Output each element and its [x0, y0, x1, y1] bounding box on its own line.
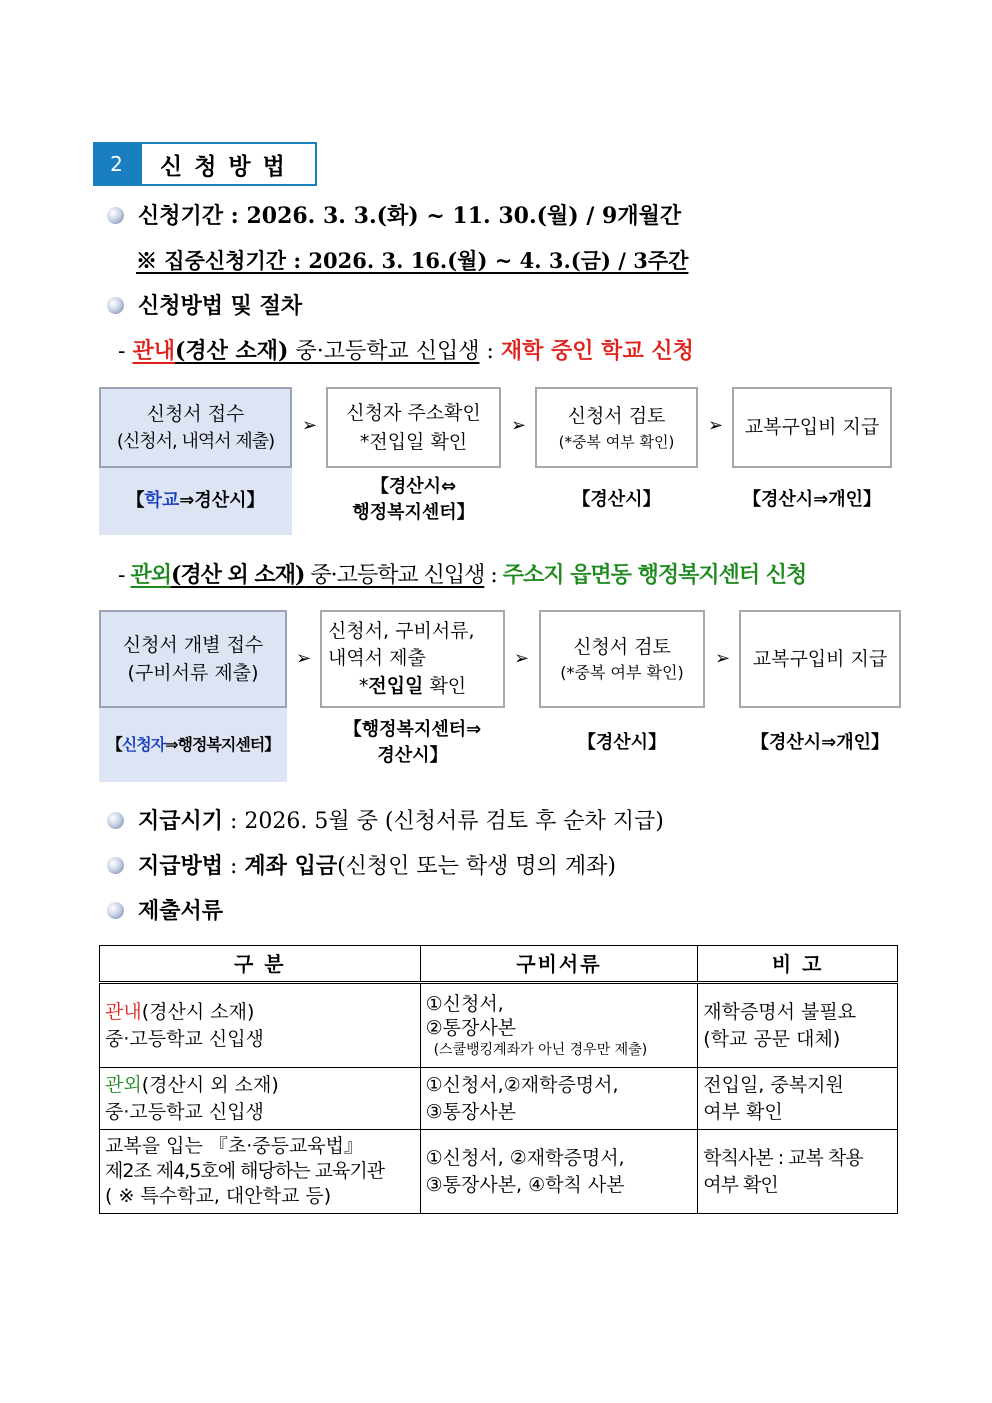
bullet-icon	[107, 857, 124, 874]
colon: :	[223, 854, 245, 879]
cell-text: ①신청서,②재학증명서,	[425, 1073, 619, 1096]
inside-label-2	[326, 470, 501, 530]
label-text: 【경산시⇔	[370, 475, 457, 497]
cell-text: 전입일, 중복지원	[703, 1073, 844, 1096]
cell-text: 제2조 제4,5호에 해당하는 교육기관	[105, 1160, 385, 1183]
cell-text: ②통장사본	[425, 1017, 517, 1040]
outside-label: 관외	[130, 562, 171, 588]
inside-label-4: 【경산시⇒개인】	[742, 488, 882, 510]
step-text: 신청자 주소확인	[346, 402, 481, 424]
payment-time-line	[138, 804, 664, 835]
step-text: 교복구입비 지급	[744, 416, 880, 439]
cell-text: 여부 확인	[703, 1100, 783, 1123]
cell-text: ( ※ 특수학교, 대안학교 등)	[105, 1184, 332, 1207]
label-text: ⇒행정복지센터】	[165, 735, 280, 755]
outside-label-3: 【경산시】	[577, 731, 667, 753]
outside-label-4: 【경산시⇒개인】	[750, 731, 890, 753]
step-text: (구비서류 제출)	[127, 662, 259, 684]
label-text: 경산시】	[377, 745, 448, 766]
inside-label-1	[99, 468, 292, 535]
table-cell	[420, 1068, 698, 1130]
label-text: 【행정복지센터⇒	[343, 718, 482, 740]
cell-text: 관외	[105, 1073, 142, 1096]
payment-time-label: 지급시기	[138, 808, 224, 834]
cell-text: ③통장사본, ④학칙 사본	[425, 1173, 625, 1196]
table-cell	[420, 1130, 698, 1214]
table-header-row	[100, 946, 898, 983]
step-text: (*중복 여부 확인)	[558, 432, 675, 451]
bullet-icon	[107, 207, 124, 224]
table-row	[100, 983, 898, 1068]
period-value: : 2026. 3. 3.(화) ~ 11. 30.(월) / 9개월간	[223, 203, 682, 229]
payment-method-rest: (신청인 또는 학생 명의 계좌)	[337, 854, 617, 879]
cell-text: 학칙사본 : 교복 착용	[703, 1146, 863, 1169]
step-text: 신청서 검토	[567, 405, 666, 427]
cell-text: 재학증명서 불필요	[703, 1000, 857, 1023]
step-text: 내역서 제출	[328, 647, 426, 670]
inside-label: 관내	[132, 338, 175, 364]
step-text: 교복구입비 지급	[752, 647, 888, 670]
table-cell	[698, 1130, 898, 1214]
payment-method-line	[138, 849, 616, 880]
table-cell	[698, 1068, 898, 1130]
outside-line	[118, 558, 806, 589]
label-text: 【	[126, 490, 145, 512]
label-text: 행정복지센터】	[352, 502, 475, 523]
inside-step-4	[732, 387, 892, 468]
inside-students: 중·고등학교 신입생	[288, 339, 480, 364]
cell-text: ①신청서, ②재학증명서,	[425, 1146, 625, 1169]
table-header: 구 분	[100, 946, 421, 983]
table-cell	[100, 1130, 421, 1214]
payment-method-label: 지급방법	[138, 853, 224, 879]
outside-label-2	[320, 712, 505, 774]
table-cell	[698, 983, 898, 1068]
documents-table	[99, 945, 898, 1214]
cell-text: 중·고등학교 신입생	[105, 1027, 264, 1050]
cell-text: ①신청서,	[425, 992, 504, 1015]
colon: :	[479, 339, 501, 364]
table-row	[100, 1068, 898, 1130]
table-header: 구비서류	[420, 946, 698, 983]
outside-step-1	[99, 610, 287, 708]
arrow-icon: ➢	[708, 415, 724, 436]
step-text: (*중복 여부 확인)	[560, 663, 684, 683]
inside-step-2	[326, 387, 501, 468]
table-row	[100, 1130, 898, 1214]
bullet-icon	[107, 812, 124, 829]
table-cell	[100, 983, 421, 1068]
period-label: 신청기간	[138, 203, 224, 229]
outside-step-2	[320, 610, 505, 708]
outside-action: 주소지 읍면동 행정복지센터 신청	[502, 562, 807, 588]
cell-text: 교복을 입는 『초·중등교육법』	[105, 1135, 364, 1158]
step-text: 신청서 검토	[573, 635, 671, 658]
bullet-icon	[107, 297, 124, 314]
payment-method-bold: 계좌 입금	[244, 853, 338, 879]
inside-step-1	[99, 387, 292, 468]
step-text: *	[358, 674, 369, 697]
cell-text: (스쿨뱅킹계좌가 아닌 경우만 제출)	[433, 1042, 648, 1059]
outside-label-1	[99, 708, 287, 782]
step-text: *전입일 확인	[359, 430, 468, 453]
outside-step-3	[539, 610, 705, 708]
cell-text: 중·고등학교 신입생	[105, 1100, 264, 1123]
step-text: 신청서 접수	[146, 402, 245, 425]
payment-time-value: : 2026. 5월 중 (신청서류 검토 후 순차 지급)	[223, 809, 664, 834]
arrow-icon: ➢	[715, 648, 731, 669]
step-text: 신청서, 구비서류,	[328, 619, 475, 642]
step-text: (신청서, 내역서 제출)	[116, 431, 275, 453]
inside-step-3	[535, 387, 698, 468]
outside-students: 중·고등학교 신입생	[304, 563, 485, 588]
section-number: 2	[93, 142, 140, 186]
label-text: 【	[106, 735, 122, 755]
arrow-icon: ➢	[296, 648, 312, 669]
cell-text: (경산시 소재)	[141, 1000, 255, 1023]
step-text	[359, 673, 466, 701]
documents-label: 제출서류	[138, 898, 224, 924]
section-title: 신청방법	[140, 142, 317, 186]
table-header: 비 고	[698, 946, 898, 983]
procedure-label: 신청방법 및 절차	[138, 293, 303, 319]
dash: -	[118, 339, 133, 364]
colon: :	[484, 563, 503, 588]
step-text: 확인	[423, 674, 467, 697]
step-text: 신청서 개별 접수	[122, 633, 264, 656]
outside-label-rest: (경산 외 소재)	[170, 562, 305, 588]
bullet-icon	[107, 902, 124, 919]
inside-action: 재학 중인 학교 신청	[500, 338, 694, 364]
inside-label-3: 【경산시】	[572, 488, 661, 510]
label-text: ⇒경산시】	[179, 490, 265, 512]
period-note: ※ 집중신청기간 : 2026. 3. 16.(월) ~ 4. 3.(금) / 3주간	[136, 248, 689, 273]
cell-text: (학교 공문 대체)	[703, 1027, 841, 1050]
dash: -	[118, 563, 131, 588]
outside-step-4	[739, 610, 901, 708]
cell-text: (경산시 외 소재)	[141, 1073, 279, 1096]
arrow-icon: ➢	[514, 648, 530, 669]
period-line	[138, 199, 681, 230]
step-text: 전입일	[368, 674, 424, 697]
cell-text: ③통장사본	[425, 1100, 517, 1123]
cell-text: 관내	[105, 1000, 142, 1023]
table-cell	[100, 1068, 421, 1130]
cell-text: 여부 확인	[703, 1173, 778, 1196]
arrow-icon: ➢	[302, 415, 318, 436]
table-cell	[420, 983, 698, 1068]
arrow-icon: ➢	[511, 415, 527, 436]
label-text: 학교	[144, 490, 180, 512]
inside-label-rest: (경산 소재)	[174, 338, 289, 364]
label-text: 신청자	[121, 735, 166, 755]
inside-line	[118, 334, 694, 365]
